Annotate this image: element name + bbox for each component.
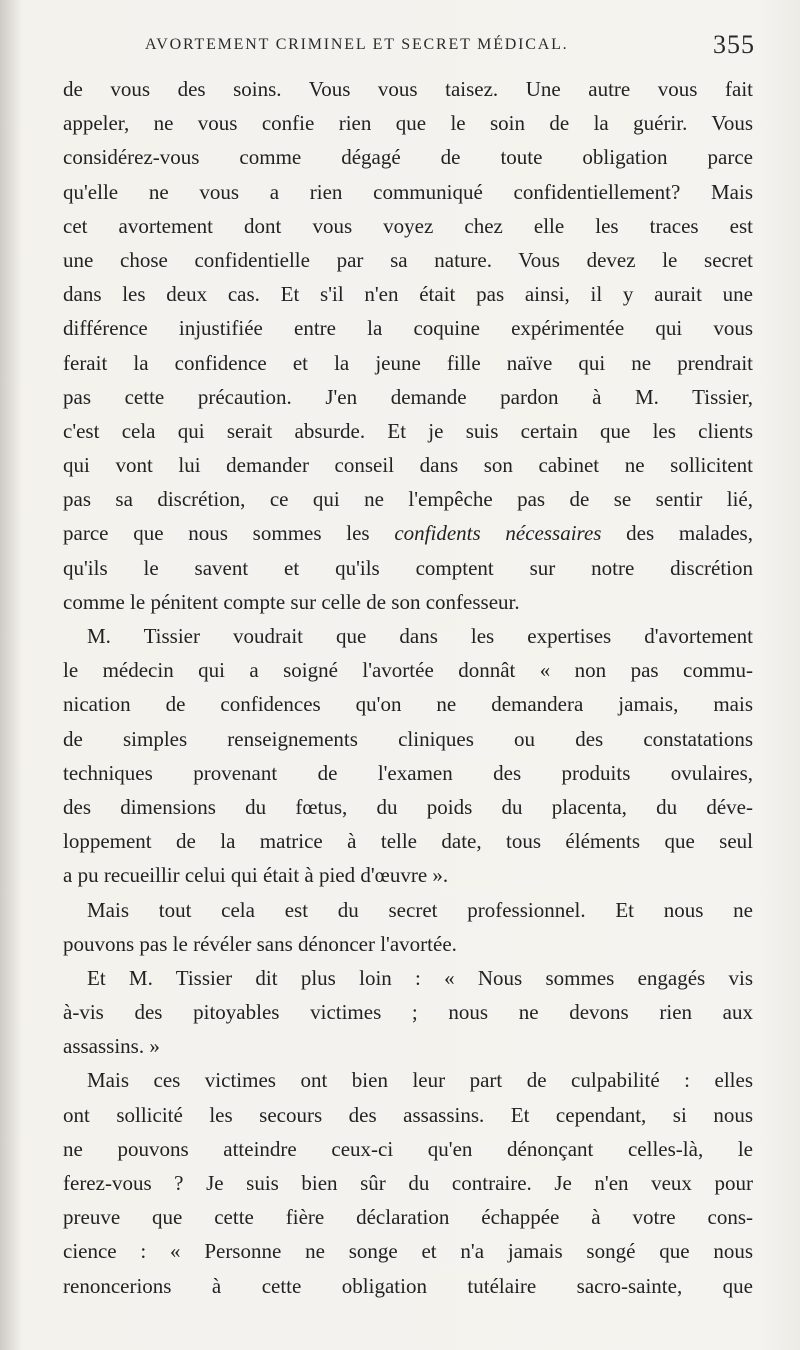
text-line: M. Tissier voudrait que dans les expertises d'avortement [87, 624, 753, 648]
page-number: 355 [713, 30, 755, 59]
text-line: considérez-vous comme dégagé de toute obligation parce [63, 145, 753, 170]
text-line: différence injustifiée entre la coquine expérimentée qui vous [63, 316, 753, 341]
text-line: comme le pénitent compte sur celle de son confesseur. [63, 589, 520, 614]
text-line: techniques provenant de l'examen des produits ovulaires, [63, 760, 753, 785]
text-line [63, 516, 753, 550]
text-line: ferait la confidence et la jeune fille naïve qui ne prendrait [63, 350, 753, 375]
text-line: qu'ils le savent et qu'ils comptent sur notre discrétion [63, 555, 753, 580]
body-text [63, 72, 753, 1303]
running-title: AVORTEMENT CRIMINEL ET SECRET MÉDICAL. [145, 36, 569, 53]
text-line: c'est cela qui serait absurde. Et je suis certain que les clients [63, 418, 753, 443]
text-line: ont sollicité les secours des assassins. Et cependant, si nous [63, 1102, 753, 1127]
italic-phrase: confidents nécessaires [394, 521, 602, 546]
text-line: loppement de la matrice à telle date, tous éléments que seul [63, 829, 753, 854]
text-line: cet avortement dont vous voyez chez elle les traces est [63, 213, 753, 238]
text-line: renoncerions à cette obligation tutélaire sacro-sainte, que [63, 1273, 753, 1298]
text-line: une chose confidentielle par sa nature. Vous devez le secret [63, 247, 753, 272]
text-line: pas cette précaution. J'en demande pardon à M. Tissier, [63, 384, 753, 409]
running-header [145, 28, 755, 68]
text-line: Mais tout cela est du secret professionnel. Et nous ne [87, 897, 753, 922]
text-line: cience : « Personne ne songe et n'a jamais songé que nous [63, 1239, 753, 1264]
text-segment: des malades, [601, 521, 753, 546]
text-line: ferez-vous ? Je suis bien sûr du contraire. Je n'en veux pour [63, 1171, 753, 1195]
text-line: nication de confidences qu'on ne demandera jamais, mais [63, 692, 753, 717]
text-line: ne pouvons atteindre ceux-ci qu'en dénonçant celles-là, le [63, 1136, 753, 1161]
text-line: de vous des soins. Vous vous taisez. Une autre vous fait [63, 77, 753, 101]
text-line: a pu recueillir celui qui était à pied d'œuvre ». [63, 863, 449, 888]
text-line: appeler, ne vous confie rien que le soin de la guérir. Vous [63, 111, 753, 136]
text-line: qui vont lui demander conseil dans son cabinet ne sollicitent [63, 453, 753, 478]
text-line: Et M. Tissier dit plus loin : « Nous sommes engagés vis [87, 965, 753, 990]
text-line: de simples renseignements cliniques ou des constatations [63, 726, 753, 751]
text-line: Mais ces victimes ont bien leur part de culpabilité : elles [87, 1068, 753, 1093]
text-line: pas sa discrétion, ce qui ne l'empêche pas de se sentir lié, [63, 487, 753, 512]
text-line: assassins. » [63, 1034, 160, 1059]
text-line: qu'elle ne vous a rien communiqué confidentiellement? Mais [63, 179, 753, 204]
text-segment: parce que nous sommes les [63, 521, 395, 546]
text-line: le médecin qui a soigné l'avortée donnât « non pas commu- [63, 658, 753, 683]
text-line: pouvons pas le révéler sans dénoncer l'avortée. [63, 931, 457, 956]
text-line: des dimensions du fœtus, du poids du placenta, du déve- [63, 794, 753, 819]
text-line: dans les deux cas. Et s'il n'en était pas ainsi, il y aurait une [63, 282, 753, 307]
text-line: preuve que cette fière déclaration échappée à votre cons- [63, 1205, 753, 1230]
spine-shadow [0, 0, 22, 1350]
text-line: à-vis des pitoyables victimes ; nous ne devons rien aux [63, 1000, 753, 1025]
